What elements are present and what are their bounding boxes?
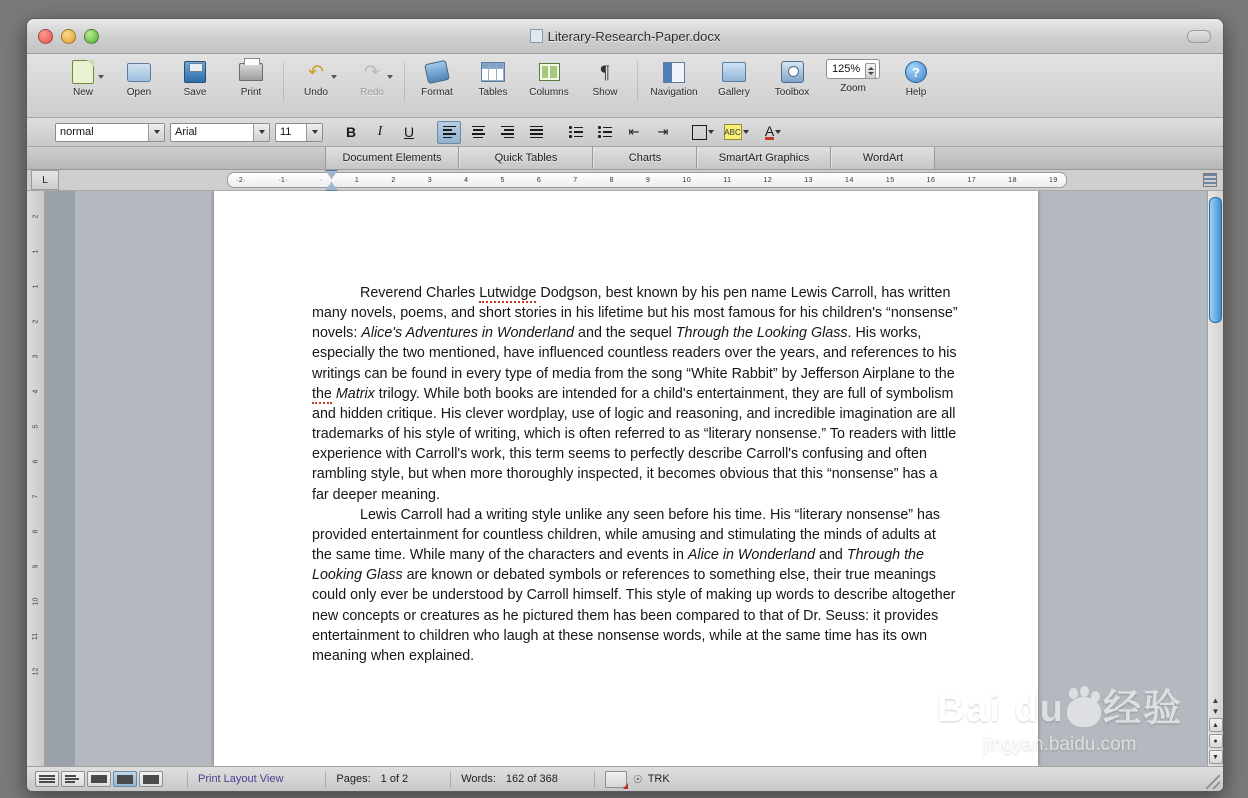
watermark-brand-cn: 经验 [1102, 688, 1183, 730]
help-circle-icon: ? [901, 59, 931, 85]
resize-grip[interactable] [1206, 775, 1220, 789]
highlight-button[interactable] [720, 121, 752, 144]
toolbar-label-gallery: Gallery [718, 87, 750, 98]
document-canvas[interactable] [45, 191, 1207, 766]
toolbar-divider [283, 61, 284, 101]
increase-indent-button[interactable] [651, 121, 675, 144]
align-justify-icon [530, 126, 543, 138]
word-document-window [26, 18, 1224, 792]
scrollbar-thumb[interactable] [1209, 197, 1222, 323]
spelling-status-icon[interactable]: ☉ [632, 773, 643, 786]
view-button-outline[interactable] [61, 771, 85, 787]
open-folder-icon [124, 59, 154, 85]
formatting-toolbar [27, 118, 1223, 147]
sidebar-toggle-icon[interactable] [1203, 173, 1217, 187]
vertical-ruler[interactable]: 2 1 1 2 3 4 5 6 7 8 9 10 11 12 [27, 191, 45, 766]
paragraph-style-value: normal [60, 126, 94, 138]
decrease-indent-icon: ⇤ [628, 124, 640, 139]
numbered-list-button[interactable] [564, 121, 588, 144]
toolbar-label-columns: Columns [529, 87, 569, 98]
font-family-dropdown[interactable] [170, 123, 270, 142]
toolbar-button-gallery[interactable] [706, 59, 762, 98]
track-changes-icon[interactable] [605, 771, 627, 788]
elements-gallery-tabs [27, 147, 1223, 170]
toolbar-label-toolbox: Toolbox [774, 87, 810, 98]
window-title [27, 29, 1223, 44]
chevron-down-icon[interactable] [306, 124, 322, 141]
status-divider [325, 771, 326, 787]
misspelled-word[interactable]: Lutwidge [479, 285, 537, 301]
bulleted-list-button[interactable] [593, 121, 617, 144]
undo-arrow-icon: ↶ [308, 61, 324, 83]
align-center-icon [472, 126, 485, 138]
tab-wordart[interactable]: WordArt [831, 147, 935, 169]
tab-stop-selector[interactable]: L [31, 170, 59, 190]
toolbar-label-print: Print [240, 87, 262, 98]
numbered-list-icon [569, 126, 583, 138]
toolbar-button-help[interactable] [888, 59, 944, 98]
tab-smartart-graphics[interactable]: SmartArt Graphics [697, 147, 831, 169]
save-floppy-icon [180, 59, 210, 85]
words-value: 162 of 368 [505, 773, 558, 785]
paragraph-2[interactable]: Lewis Carroll had a writing style unlike any seen before his time. His “literary nonsense” has provided entertainment for countless children, while amusing and stimulating the minds of adults at the same time. While many of the characters and events in Alice in Wonderland and Through the Looking Glass are known or debated symbols or references to something else, their true meanings could only ever be understood by Carroll himself. This style of making up words to describe altogether new concepts or creatures as he pictured them has been compared to that of Dr. Seuss: it provides entertainment to children who laugh at these nonsense words, while at the same time has its own meaning when explained. [312, 506, 956, 664]
status-bar [27, 766, 1223, 791]
watermark-url: jingyan.baidu.com [983, 734, 1137, 755]
toolbar-button-toolbox[interactable] [762, 59, 822, 98]
previous-page-button[interactable]: ▲ [1209, 718, 1223, 732]
status-divider [450, 771, 451, 787]
paintbrush-icon [422, 59, 452, 85]
scroll-down-icon[interactable]: ▼ [1211, 707, 1220, 716]
toolbar-label-help: Help [905, 87, 927, 98]
toolbar-label-format: Format [421, 87, 453, 98]
align-justify-button[interactable] [524, 121, 548, 144]
increase-indent-icon: ⇥ [657, 124, 669, 139]
vertical-scrollbar[interactable] [1207, 191, 1223, 766]
table-grid-icon [478, 59, 508, 85]
tab-charts[interactable]: Charts [593, 147, 697, 169]
highlight-icon: ABC [724, 124, 742, 140]
toolbar-label-new: New [72, 87, 93, 98]
align-left-button[interactable] [437, 121, 461, 144]
scroll-buttons[interactable] [1209, 696, 1223, 764]
chevron-down-icon[interactable] [148, 124, 164, 141]
media-gallery-icon [719, 59, 749, 85]
zoom-control[interactable] [826, 59, 880, 94]
pages-label: Pages: [336, 773, 371, 785]
toolbar-label-redo: Redo [360, 87, 384, 98]
italic-button[interactable]: I [377, 124, 383, 139]
view-name-label: Print Layout View [198, 773, 284, 785]
chevron-down-icon[interactable] [253, 124, 269, 141]
track-changes-label[interactable]: TRK [647, 773, 670, 785]
horizontal-ruler-row [27, 170, 1223, 191]
bold-button[interactable]: B [345, 124, 357, 140]
chevron-down-icon[interactable] [708, 130, 714, 134]
scroll-up-icon[interactable]: ▲ [1211, 696, 1220, 705]
window-controls [38, 29, 99, 44]
chevron-down-icon[interactable] [331, 75, 337, 79]
decrease-indent-button[interactable] [622, 121, 646, 144]
toolbar-button-tables[interactable] [465, 59, 521, 98]
toolbar-button-redo [344, 59, 400, 98]
toolbar-button-print[interactable] [223, 59, 279, 98]
font-color-icon: A [764, 122, 775, 139]
status-divider [187, 771, 188, 787]
next-page-button[interactable]: ▼ [1209, 750, 1223, 764]
window-titlebar[interactable] [27, 19, 1223, 54]
main-toolbar [27, 54, 1223, 118]
zoom-input[interactable] [826, 59, 880, 79]
toolbar-toggle-button[interactable] [1187, 30, 1211, 43]
minimize-window-button[interactable] [61, 29, 76, 44]
toolbar-label-open: Open [126, 87, 152, 98]
status-divider [594, 771, 595, 787]
font-size-dropdown[interactable] [275, 123, 323, 142]
borders-icon [692, 125, 707, 140]
toolbar-button-new[interactable] [55, 59, 111, 98]
document-body-area [27, 191, 1223, 766]
pages-value: 1 of 2 [380, 773, 409, 785]
toolbar-button-show[interactable] [577, 59, 633, 98]
toolbar-divider [404, 61, 405, 101]
tab-quick-tables[interactable]: Quick Tables [459, 147, 593, 169]
tab-document-elements[interactable]: Document Elements [325, 147, 459, 169]
toolbar-button-columns[interactable] [521, 59, 577, 98]
maximize-window-button[interactable] [84, 29, 99, 44]
toolbar-label-tables: Tables [478, 87, 508, 98]
view-button-publishing-layout[interactable] [87, 771, 111, 787]
paragraph-style-dropdown[interactable] [55, 123, 165, 142]
horizontal-ruler[interactable] [227, 172, 1067, 188]
zoom-value: 125% [832, 63, 861, 75]
words-label: Words: [461, 773, 496, 785]
pilcrow-icon: ¶ [600, 61, 610, 83]
toolbar-label-save: Save [183, 87, 207, 98]
toolbox-icon [777, 59, 807, 85]
toolbar-label-undo: Undo [304, 87, 328, 98]
chevron-down-icon[interactable] [98, 75, 104, 79]
new-document-icon [68, 59, 98, 85]
toolbar-button-format[interactable] [409, 59, 465, 98]
view-button-notebook-layout[interactable] [139, 771, 163, 787]
align-center-button[interactable] [466, 121, 490, 144]
redo-arrow-icon: ↷ [364, 61, 380, 83]
document-page[interactable] [214, 191, 1038, 766]
document-icon [530, 29, 543, 43]
columns-icon [534, 59, 564, 85]
ruler-ticks: ·2· ·1· · 1 2 3 4 5 6 7 8 9 10 11 12 13 14 15 16 17 18 19 [236, 176, 1058, 184]
chevron-down-icon[interactable] [775, 130, 781, 134]
toolbar-button-navigation[interactable] [642, 59, 706, 98]
zoom-stepper[interactable] [865, 63, 876, 79]
select-browse-object-button[interactable]: ● [1209, 734, 1223, 748]
font-size-value: 11 [280, 126, 292, 138]
toolbar-divider [637, 61, 638, 101]
bulleted-list-icon [598, 126, 612, 138]
borders-button[interactable] [691, 121, 715, 144]
underline-button[interactable]: U [403, 124, 415, 140]
align-left-icon [443, 126, 456, 138]
watermark-brand-text: Bai du [936, 688, 1065, 730]
view-switcher [35, 771, 163, 787]
printer-icon [236, 59, 266, 85]
navigation-pane-icon [659, 59, 689, 85]
toolbar-button-open[interactable] [111, 59, 167, 98]
chevron-down-icon [387, 75, 393, 79]
close-window-button[interactable] [38, 29, 53, 44]
align-right-icon [501, 126, 514, 138]
paw-icon [1067, 697, 1101, 727]
window-title-text: Literary-Research-Paper.docx [547, 28, 721, 44]
align-right-button[interactable] [495, 121, 519, 144]
toolbar-button-undo[interactable] [288, 59, 344, 98]
toolbar-label-show: Show [592, 87, 618, 98]
chevron-down-icon[interactable] [743, 130, 749, 134]
font-color-button[interactable] [757, 121, 789, 144]
view-button-draft[interactable] [35, 771, 59, 787]
zoom-label: Zoom [840, 83, 866, 94]
font-family-value: Arial [175, 126, 198, 138]
view-button-print-layout[interactable] [113, 771, 137, 787]
paragraph-1[interactable]: Reverend Charles Lutwidge Dodgson, best known by his pen name Lewis Carroll, has written many novels, poems, and short stories in his lifetime but his most famous for his children's “nonsense” novels: Alice's Adventures in Wonderland and the sequel Through the Looking Glass. His works, especially the two mentioned, have influenced countless readers over the years, and references to his writings can be found in every type of media from the song “White Rabbit” by Jefferson Airplane to the the Matrix trilogy. While both books are intended for a child's entertainment, they are full of symbolism and hidden critique. His clever wordplay, use of logic and reasoning, and incredible imagination are all trademarks of his style of writing, which is often referred to as “literary nonsense.” To readers with little experience with Carroll's work, this term seems to perfectly describe Carroll's confusing and often rambling style, but when more thoroughly inspected, it becomes obvious that this “nonsense” has a far deeper meaning. [312, 285, 958, 503]
toolbar-button-save[interactable] [167, 59, 223, 98]
grammar-error-word[interactable]: the [312, 385, 332, 402]
toolbar-label-navigation: Navigation [650, 87, 698, 98]
